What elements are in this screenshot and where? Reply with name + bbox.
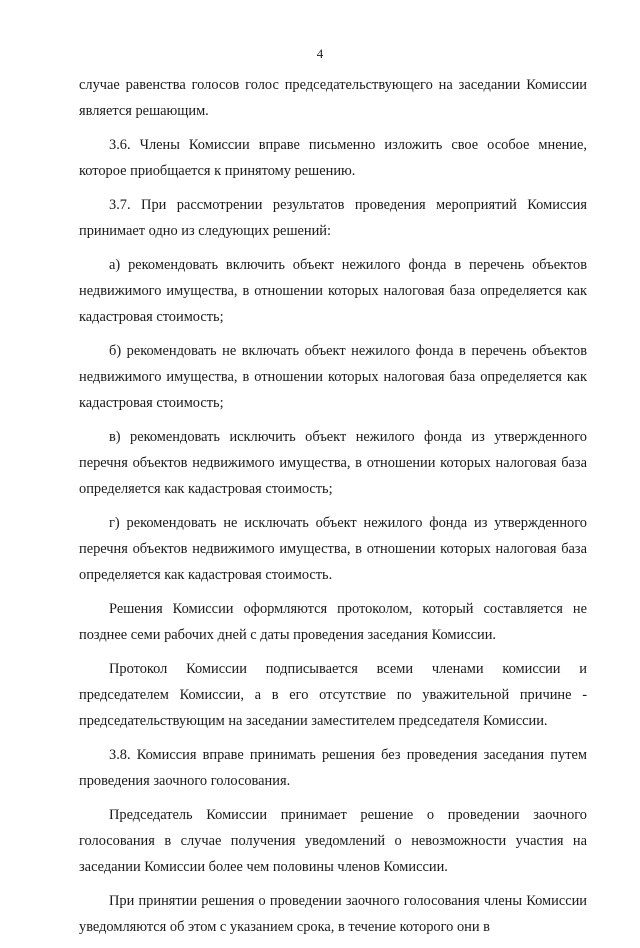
document-body [79,72,587,948]
paragraph-continuation: случае равенства голосов голос председательствующего на заседании Комиссии является решающим. [79,77,587,119]
paragraph-3-8: 3.8. Комиссия вправе принимать решения без проведения заседания путем проведения заочного голосования. [79,747,587,789]
paragraph-option-g: г) рекомендовать не исключать объект нежилого фонда из утвержденного перечня объектов недвижимого имущества, в отношении которых налоговая база определяется как кадастровая стоимость. [79,515,587,583]
paragraph-absentee-voting: При принятии решения о проведении заочного голосования члены Комиссии уведомляются об этом с указанием срока, в течение которого они в [79,893,587,935]
paragraph-3-7: 3.7. При рассмотрении результатов проведения мероприятий Комиссия принимает одно из следующих решений: [79,197,587,239]
paragraph-option-v: в) рекомендовать исключить объект нежилого фонда из утвержденного перечня объектов недвижимого имущества, в отношении которых налоговая база определяется как кадастровая стоимость; [79,429,587,497]
paragraph-3-6: 3.6. Члены Комиссии вправе письменно изложить свое особое мнение, которое приобщается к принятому решению. [79,137,587,179]
paragraph-option-a: а) рекомендовать включить объект нежилого фонда в перечень объектов недвижимого имущества, в отношении которых налоговая база определяется как кадастровая стоимость; [79,257,587,325]
paragraph-protocol-signing: Протокол Комиссии подписывается всеми членами комиссии и председателем Комиссии, а в его отсутствие по уважительной причине - председательствующим на заседании заместителем председателя Комиссии. [79,661,587,729]
paragraph-decisions-protocol: Решения Комиссии оформляются протоколом, который составляется не позднее семи рабочих дней с даты проведения заседания Комиссии. [79,601,587,643]
page-number: 4 [316,46,324,61]
paragraph-option-b: б) рекомендовать не включать объект нежилого фонда в перечень объектов недвижимого имущества, в отношении которых налоговая база определяется как кадастровая стоимость; [79,343,587,411]
paragraph-chair-decision: Председатель Комиссии принимает решение о проведении заочного голосования в случае получения уведомлений о невозможности участия на заседании Комиссии более чем половины членов Комиссии. [79,807,587,875]
